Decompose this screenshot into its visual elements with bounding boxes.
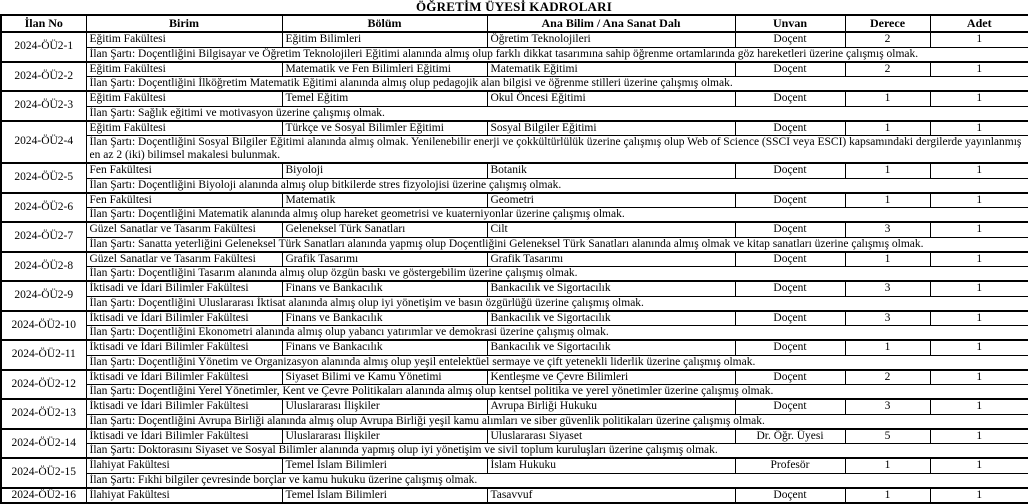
cell-ilan-no: 2024-ÖÜ2-9 [1,281,86,311]
cell-birim: İktisadi ve İdari Bilimler Fakültesi [86,399,282,414]
cell-ilan-no: 2024-ÖÜ2-12 [1,370,86,400]
cell-derece: 1 [845,458,930,473]
cell-ilan-no: 2024-ÖÜ2-16 [1,488,86,503]
cell-unvan: Doçent [735,311,845,326]
cell-ilan-no: 2024-ÖÜ2-2 [1,62,86,92]
cell-derece: 2 [845,32,930,47]
cell-unvan: Doçent [735,488,845,503]
cell-adet: 1 [930,311,1028,326]
cell-bolum: Geleneksel Türk Sanatları [282,222,487,237]
cell-birim: İktisadi ve İdari Bilimler Fakültesi [86,311,282,326]
cell-birim: Fen Fakültesi [86,163,282,178]
cell-ilan-sarti: İlan Şartı: Doçentliğini Yönetim ve Organizasyon alanında almış olup yeşil entelektüel sermaye ve çift yetenekli liderlik üzerine çalışmış olmak. [86,355,1028,370]
cell-adet: 1 [930,399,1028,414]
table-row [1,281,1028,296]
table-row [1,193,1028,208]
cell-adet: 1 [930,458,1028,473]
column-header-unvan: Unvan [735,15,845,32]
table-row [1,163,1028,178]
cell-ilan-no: 2024-ÖÜ2-13 [1,399,86,429]
cell-bolum: Finans ve Bankacılık [282,311,487,326]
requirement-row [1,77,1028,92]
cell-unvan: Profesör [735,458,845,473]
cell-bolum: Türkçe ve Sosyal Bilimler Eğitimi [282,121,487,136]
cell-bolum: Temel Eğitim [282,91,487,106]
table-row [1,121,1028,136]
cell-birim: Güzel Sanatlar ve Tasarım Fakültesi [86,252,282,267]
cell-ilan-sarti: İlan Şartı: Doçentliğini Avrupa Birliği alanında almış olup Avrupa Birliği yeşil kamu alımları ve siber güvenlik politikaları üzerine çalışmış olmak. [86,414,1028,429]
table-row [1,32,1028,47]
cell-bolum: Matematik [282,193,487,208]
table-header-row [1,15,1028,32]
cell-unvan: Doçent [735,32,845,47]
cell-ilan-sarti: İlan Şartı: Sağlık eğitimi ve motivasyon üzerine çalışmış olmak. [86,106,1028,121]
cell-unvan: Doçent [735,193,845,208]
cell-adet: 1 [930,32,1028,47]
cell-ana-bilim: İslam Hukuku [487,458,735,473]
requirement-row [1,414,1028,429]
cell-derece: 1 [845,121,930,136]
cell-ilan-sarti: İlan Şartı: Doçentliğini Yerel Yönetimler, Kent ve Çevre Politikaları alanında almış olup kentsel politika ve yerel yönetimler üzerine çalışmış olmak. [86,385,1028,400]
cell-ana-bilim: Öğretim Teknolojileri [487,32,735,47]
column-header-ana-bilim: Ana Bilim / Ana Sanat Dalı [487,15,735,32]
cell-ilan-no: 2024-ÖÜ2-5 [1,163,86,193]
cell-derece: 2 [845,62,930,77]
cell-ilan-no: 2024-ÖÜ2-10 [1,311,86,341]
column-header-derece: Derece [845,15,930,32]
table-row [1,370,1028,385]
cell-derece: 1 [845,340,930,355]
cell-ilan-no: 2024-ÖÜ2-11 [1,340,86,370]
cell-unvan: Doçent [735,252,845,267]
table-row [1,91,1028,106]
cell-ilan-no: 2024-ÖÜ2-4 [1,121,86,164]
cell-ilan-no: 2024-ÖÜ2-6 [1,193,86,223]
requirement-row [1,208,1028,223]
cell-unvan: Doçent [735,281,845,296]
cell-birim: Eğitim Fakültesi [86,32,282,47]
requirement-row [1,106,1028,121]
cell-ana-bilim: Bankacılık ve Sigortacılık [487,340,735,355]
table-row [1,429,1028,444]
column-header-bolum: Bölüm [282,15,487,32]
cell-bolum: Siyaset Bilimi ve Kamu Yönetimi [282,370,487,385]
cell-ana-bilim: Bankacılık ve Sigortacılık [487,281,735,296]
cell-bolum: Eğitim Bilimleri [282,32,487,47]
cell-birim: İktisadi ve İdari Bilimler Fakültesi [86,370,282,385]
cell-unvan: Doçent [735,121,845,136]
cell-ilan-sarti: İlan Şartı: Doktorasını Siyaset ve Sosyal Bilimler alanında yapmış olup iyi yönetişim ve sivil toplum kuruluşları üzerine çalışmış olmak. [86,444,1028,459]
cell-birim: Eğitim Fakültesi [86,91,282,106]
cell-unvan: Doçent [735,340,845,355]
cell-ilan-no: 2024-ÖÜ2-14 [1,429,86,459]
cell-ilan-sarti: İlan Şartı: Doçentliğini Ekonometri alanında almış olup yabancı yatırımlar ve demokrasi üzerine çalışmış olmak. [86,326,1028,341]
cell-ilan-no: 2024-ÖÜ2-7 [1,222,86,252]
cell-birim: İlahiyat Fakültesi [86,458,282,473]
cell-ana-bilim: Grafik Tasarımı [487,252,735,267]
page-title: ÖĞRETİM ÜYESİ KADROLARI [415,0,612,14]
cell-bolum: Biyoloji [282,163,487,178]
requirement-row [1,385,1028,400]
cell-ana-bilim: Sosyal Bilgiler Eğitimi [487,121,735,136]
cell-derece: 1 [845,488,930,503]
cell-ilan-sarti: İlan Şartı: Doçentliğini Bilgisayar ve Öğretim Teknolojileri Eğitimi alanında almış olup farklı dikkat tasarımına sahip öğrenme ortamlarında göz hareketleri üzerine çalışmış olmak. [86,47,1028,62]
table-body [1,32,1028,503]
cell-bolum: Uluslararası İlişkiler [282,399,487,414]
positions-table [0,14,1028,504]
table-row [1,340,1028,355]
cell-adet: 1 [930,163,1028,178]
cell-birim: İlahiyat Fakültesi [86,488,282,503]
cell-adet: 1 [930,370,1028,385]
cell-ilan-sarti: İlan Şartı: Doçentliğini Matematik alanında almış olup hareket geometrisi ve kuaterniyonlar üzerine çalışmış olmak. [86,208,1028,223]
cell-ilan-sarti: İlan Şartı: Doçentliğini Sosyal Bilgiler Eğitimi alanında almış olmak. Yenilenebilir enerji ve çokkültürlülük üzerine çalışmış olup Web of Science (SSCI veya ESCI) kapsamındaki dergilerde yayınlanmış en az 2 (iki) bilimsel makalesi bulunmak. [86,136,1028,164]
cell-adet: 1 [930,91,1028,106]
requirement-row [1,444,1028,459]
cell-ana-bilim: Cilt [487,222,735,237]
cell-derece: 3 [845,399,930,414]
cell-ana-bilim: Matematik Eğitimi [487,62,735,77]
cell-ilan-sarti: İlan Şartı: Doçentliğini Uluslararası İktisat alanında almış olup iyi yönetişim ve basın özgürlüğü üzerine çalışmış olmak. [86,296,1028,311]
requirement-row [1,178,1028,193]
cell-adet: 1 [930,281,1028,296]
cell-adet: 1 [930,193,1028,208]
cell-ilan-no: 2024-ÖÜ2-3 [1,91,86,121]
cell-adet: 1 [930,340,1028,355]
cell-unvan: Dr. Öğr. Üyesi [735,429,845,444]
cell-bolum: Uluslararası İlişkiler [282,429,487,444]
cell-unvan: Doçent [735,222,845,237]
cell-bolum: Matematik ve Fen Bilimleri Eğitimi [282,62,487,77]
cell-ilan-sarti: İlan Şartı: Doçentliğini Biyoloji alanında almış olup bitkilerde stres fizyolojisi üzerine çalışmış olmak. [86,178,1028,193]
column-header-birim: Birim [86,15,282,32]
cell-bolum: Finans ve Bankacılık [282,281,487,296]
requirement-row [1,237,1028,252]
cell-unvan: Doçent [735,370,845,385]
table-row [1,252,1028,267]
table-row [1,222,1028,237]
cell-ana-bilim: Botanik [487,163,735,178]
cell-ana-bilim: Okul Öncesi Eğitimi [487,91,735,106]
cell-ilan-sarti: İlan Şartı: Doçentliğini Tasarım alanında almış olup özgün baskı ve göstergebilim üzerine çalışmış olmak. [86,267,1028,282]
cell-ana-bilim: Tasavvuf [487,488,735,503]
cell-birim: İktisadi ve İdari Bilimler Fakültesi [86,429,282,444]
cell-derece: 3 [845,281,930,296]
cell-unvan: Doçent [735,399,845,414]
cell-adet: 1 [930,222,1028,237]
cell-ilan-sarti: İlan Şartı: Fıkhi bilgiler çevresinde borçlar ve kamu hukuku üzerine çalışmış olmak. [86,473,1028,488]
cell-ana-bilim: Avrupa Birliği Hukuku [487,399,735,414]
cell-unvan: Doçent [735,91,845,106]
cell-derece: 3 [845,311,930,326]
requirement-row [1,296,1028,311]
table-row [1,399,1028,414]
cell-ana-bilim: Geometri [487,193,735,208]
cell-derece: 1 [845,193,930,208]
cell-ilan-no: 2024-ÖÜ2-1 [1,32,86,62]
cell-birim: Fen Fakültesi [86,193,282,208]
cell-ilan-no: 2024-ÖÜ2-8 [1,252,86,282]
cell-bolum: Temel İslam Bilimleri [282,488,487,503]
cell-derece: 1 [845,163,930,178]
cell-derece: 2 [845,370,930,385]
cell-derece: 5 [845,429,930,444]
cell-adet: 1 [930,429,1028,444]
cell-adet: 1 [930,252,1028,267]
requirement-row [1,326,1028,341]
cell-birim: Eğitim Fakültesi [86,121,282,136]
column-header-adet: Adet [930,15,1028,32]
cell-ana-bilim: Uluslararası Siyaset [487,429,735,444]
cell-adet: 1 [930,488,1028,503]
cell-ana-bilim: Bankacılık ve Sigortacılık [487,311,735,326]
cell-derece: 3 [845,222,930,237]
column-header-ilan-no: İlan No [1,15,86,32]
cell-ilan-no: 2024-ÖÜ2-15 [1,458,86,488]
cell-ilan-sarti: İlan Şartı: Doçentliğini İlköğretim Matematik Eğitimi alanında almış olup pedagojik alan bilgisi ve öğrenme stilleri üzerine çalışmış olmak. [86,77,1028,92]
table-row [1,488,1028,503]
cell-adet: 1 [930,62,1028,77]
requirement-row [1,267,1028,282]
cell-birim: İktisadi ve İdari Bilimler Fakültesi [86,340,282,355]
cell-adet: 1 [930,121,1028,136]
cell-ana-bilim: Kentleşme ve Çevre Bilimleri [487,370,735,385]
cell-derece: 1 [845,91,930,106]
cell-bolum: Temel İslam Bilimleri [282,458,487,473]
table-row [1,458,1028,473]
cell-birim: Eğitim Fakültesi [86,62,282,77]
cell-derece: 1 [845,252,930,267]
cell-unvan: Doçent [735,62,845,77]
requirement-row [1,136,1028,164]
table-row [1,62,1028,77]
cell-bolum: Grafik Tasarımı [282,252,487,267]
cell-birim: İktisadi ve İdari Bilimler Fakültesi [86,281,282,296]
table-row [1,311,1028,326]
requirement-row [1,473,1028,488]
requirement-row [1,355,1028,370]
cell-unvan: Doçent [735,163,845,178]
cell-birim: Güzel Sanatlar ve Tasarım Fakültesi [86,222,282,237]
cell-ilan-sarti: İlan Şartı: Sanatta yeterliğini Geleneksel Türk Sanatları alanında yapmış olup Doçentliğini Geleneksel Türk Sanatları alanında almış olmak ve kitap sanatları üzerine çalışmış olmak. [86,237,1028,252]
requirement-row [1,47,1028,62]
cell-bolum: Finans ve Bankacılık [282,340,487,355]
